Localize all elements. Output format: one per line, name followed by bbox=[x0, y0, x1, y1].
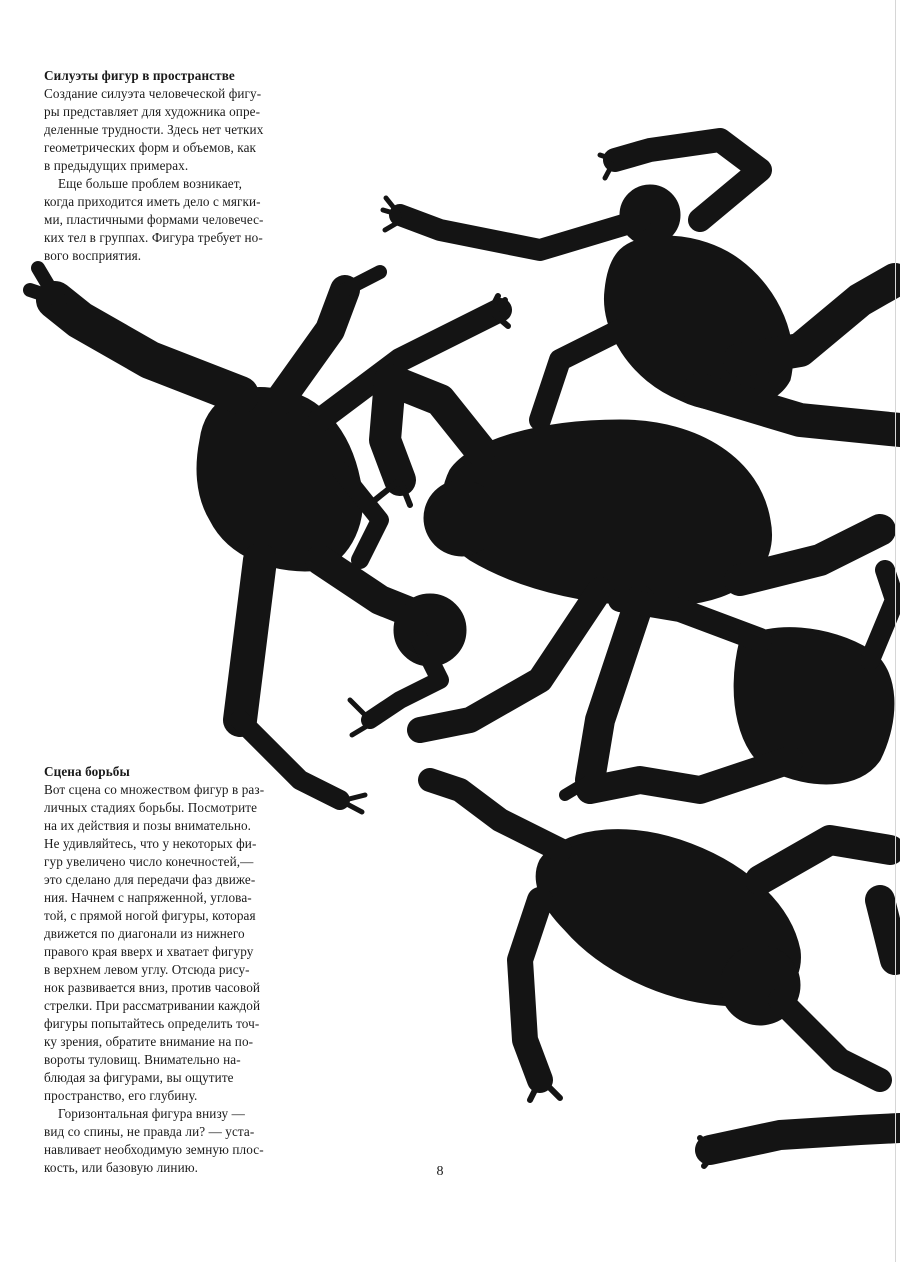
text-line: нок развивается вниз, против часовой bbox=[44, 980, 261, 995]
silhouette-figure-bottom bbox=[700, 1128, 900, 1166]
text-line: это сделано для передачи фаз движе- bbox=[44, 872, 256, 887]
text-line: Горизонтальная фигура внизу — bbox=[58, 1106, 245, 1121]
text-line: ку зрения, обратите внимание на по- bbox=[44, 1034, 254, 1049]
text-line: блюдая за фигурами, вы ощутите bbox=[44, 1070, 234, 1085]
text-line: деленные трудности. Здесь нет четких bbox=[44, 122, 264, 137]
page-number: 8 bbox=[436, 1164, 444, 1179]
text-line: правого края вверх и хватает фигуру bbox=[44, 944, 254, 959]
section-wrestling-paragraph-2 bbox=[44, 1105, 299, 1177]
text-line: в верхнем левом углу. Отсюда рису- bbox=[44, 962, 250, 977]
text-line: Вот сцена со множеством фигур в раз- bbox=[44, 782, 265, 797]
text-line: ры представляет для художника опре- bbox=[44, 104, 261, 119]
section-wrestling-scene bbox=[44, 763, 299, 1177]
text-line: вороты туловищ. Внимательно на- bbox=[44, 1052, 241, 1067]
text-line: на их действия и позы внимательно. bbox=[44, 818, 252, 833]
text-line: стрелки. При рассматривании каждой bbox=[44, 998, 261, 1013]
page-edge-line bbox=[895, 0, 896, 1262]
silhouette-figure-lower bbox=[430, 780, 895, 1100]
text-line: когда приходится иметь дело с мягки- bbox=[44, 194, 261, 209]
text-line: Еще больше проблем возникает, bbox=[58, 176, 243, 191]
text-line: фигуры попытайтесь определить точ- bbox=[44, 1016, 260, 1031]
text-line: вид со спины, не правда ли? — уста- bbox=[44, 1124, 255, 1139]
text-line: в предыдущих примерах. bbox=[44, 158, 189, 173]
text-line: той, с прямой ногой фигуры, которая bbox=[44, 908, 256, 923]
silhouette-figure-right bbox=[590, 570, 895, 790]
text-line: навливает необходимую земную плос- bbox=[44, 1142, 264, 1157]
text-line: гур увеличено число конечностей,— bbox=[44, 854, 254, 869]
silhouette-figure-upper-right bbox=[383, 140, 900, 430]
section-silhouettes-paragraph-1 bbox=[44, 85, 299, 175]
text-line: ких тел в группах. Фигура требует но- bbox=[44, 230, 263, 245]
section-silhouettes-in-space bbox=[44, 67, 299, 265]
text-line: геометрических форм и объемов, как bbox=[44, 140, 257, 155]
section-title-silhouettes: Силуэты фигур в пространстве bbox=[44, 68, 235, 83]
text-line: ния. Начнем с напряженной, углова- bbox=[44, 890, 252, 905]
text-line: пространство, его глубину. bbox=[44, 1088, 198, 1103]
text-line: кость, или базовую линию. bbox=[44, 1160, 199, 1175]
section-wrestling-paragraph-1 bbox=[44, 781, 299, 1105]
text-line: Не удивляйтесь, что у некоторых фи- bbox=[44, 836, 257, 851]
text-line: личных стадиях борьбы. Посмотрите bbox=[44, 800, 258, 815]
text-line: ми, пластичными формами человечес- bbox=[44, 212, 264, 227]
section-silhouettes-paragraph-2 bbox=[44, 175, 299, 265]
text-line: движется по диагонали из нижнего bbox=[44, 926, 245, 941]
section-title-wrestling: Сцена борьбы bbox=[44, 764, 130, 779]
text-line: вого восприятия. bbox=[44, 248, 142, 263]
text-line: Создание силуэта человеческой фигу- bbox=[44, 86, 262, 101]
